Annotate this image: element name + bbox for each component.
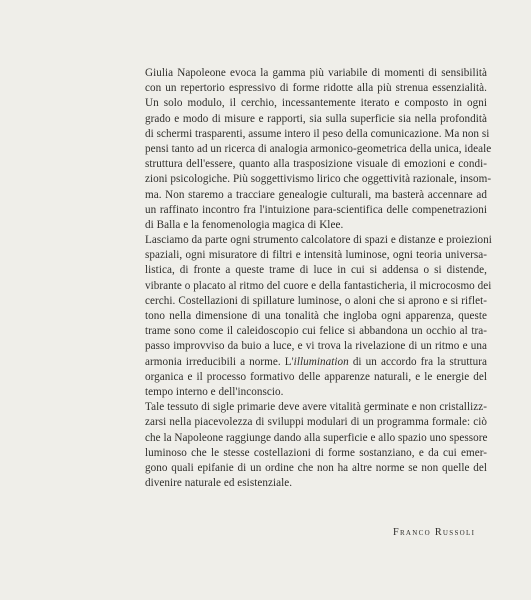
essay-text: [145, 66, 492, 491]
text-line: divenire naturale ed esistenziale.: [145, 477, 293, 490]
text-line: organica e il processo formativo delle apparenze naturali, e le energie del: [145, 370, 487, 383]
author-signature: Franco Russoli: [393, 527, 476, 538]
text-line: Lasciamo da parte ogni strumento calcolatore di spazi e distanze e proiezioni: [145, 234, 492, 247]
text-line: che la Napoleone raggiunge dando alla superficie e allo spazio uno spessore: [145, 431, 488, 444]
text-line: pensi tanto ad un ricerca di analogia armonico-geometrica della unica, ideale: [145, 142, 492, 155]
paragraph-1: [145, 66, 492, 233]
text-line: Giulia Napoleone evoca la gamma più variabile di momenti di sensibilità: [145, 67, 487, 79]
text-line: zioni psicologiche. Più soggettivismo lirico che oggettività razionale, insom-: [145, 173, 492, 186]
italic-term: illumination: [293, 355, 349, 368]
text-line: Un solo modulo, il cerchio, incessantemente iterato e composto in ogni: [145, 97, 487, 110]
paragraph-2: [145, 233, 492, 400]
text-line: zarsi nella piacevolezza di sviluppi modulari di un programma formale: ciò: [145, 416, 487, 429]
text-line: di schermi trasparenti, assume intero il peso della comunicazione. Ma non si: [145, 127, 490, 140]
text-line: cerchi. Costellazioni di spillature luminose, o aloni che si aprono e si riflet-: [145, 294, 487, 307]
text-line: spaziali, ogni misuratore di filtri e intensità luminose, ogni teoria universa-: [145, 249, 487, 262]
text-line: di Balla e la fenomenologia magica di Klee.: [145, 218, 344, 231]
text-line: struttura dell'essere, quanto alla trasposizione visuale di emozioni e condi-: [145, 158, 487, 171]
text-line: con un repertorio espressivo di forme ridotte alla più strenua essenzialità.: [145, 82, 487, 95]
text-line: ma. Non staremo a tracciare genealogie culturali, ma basterà accennare ad: [145, 188, 487, 201]
text-line: tono nella dimensione di una tonalità che ingloba ogni apparenza, queste: [145, 310, 487, 322]
text-line: luminoso che le stesse costellazioni di forme sostanziano, e da cui emer-: [145, 446, 487, 459]
text-line: tempo interno e dell'inconscio.: [145, 385, 284, 398]
text-line: gono quali epifanie di un ordine che non ha altre norme se non quelle del: [145, 461, 487, 474]
text-line: armonia irreducibili a norme. L'illumination di un accordo fra la struttura: [145, 355, 487, 368]
text-line: listica, di fronte a queste trame di luce in cui si addensa o si distende,: [145, 264, 487, 277]
text-line: passo improvviso da buio a luce, e vi trova la rivelazione di un ritmo e una: [145, 340, 487, 353]
text-line: un raffinato incontro fra l'intuizione para-scientifica delle compenetrazioni: [145, 203, 487, 216]
text-line: Tale tessuto di sigle primarie deve avere vitalità germinate e non cristallizz-: [145, 401, 487, 414]
text-line: grado e modo di misure e rapporti, sia sulla superficie sia nella profondità: [145, 112, 487, 125]
text-line: vibrante o placato al ritmo del cuore e della fantasticheria, il microcosmo dei: [145, 279, 492, 292]
text-line: trame sono come il caleidoscopio cui felice si abbandona un occhio al tra-: [145, 325, 487, 338]
paragraph-3: [145, 400, 487, 491]
